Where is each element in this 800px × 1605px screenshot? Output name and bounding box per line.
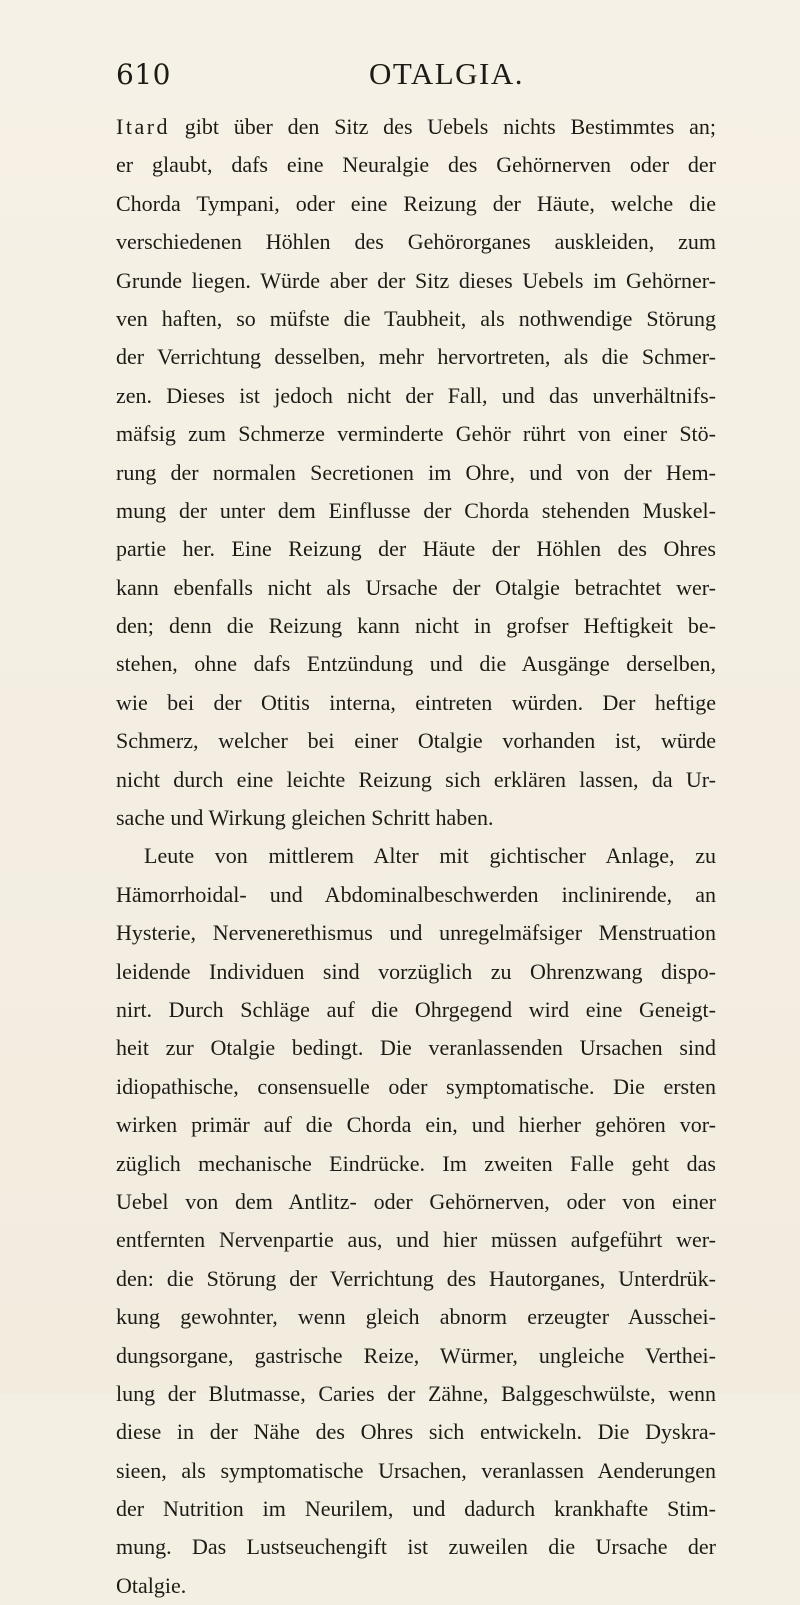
text-line: sieen, als symptomatische Ursachen, veranlassen Aenderungen [116, 1457, 716, 1483]
text-line: Otalgie. [116, 1572, 187, 1598]
text-line: nirt. Durch Schläge auf die Ohrgegend wird eine Geneigt- [116, 996, 716, 1022]
text-line: Itard gibt über den Sitz des Uebels nichts Bestimmtes an; [116, 114, 716, 139]
text-line: der Nutrition im Neurilem, und dadurch krankhafte Stim- [116, 1496, 716, 1522]
running-title: OTALGIA. [369, 56, 525, 91]
text-line: wirken primär auf die Chorda ein, und hierher gehören vor- [116, 1112, 716, 1138]
text-line: entfernten Nervenpartie aus, und hier müssen aufgeführt wer- [116, 1227, 716, 1253]
text-line: Grunde liegen. Würde aber der Sitz dieses Uebels im Gehörner- [116, 267, 716, 293]
text-line: verschiedenen Höhlen des Gehörorganes auskleiden, zum [116, 229, 716, 255]
text-line: Leute von mittlerem Alter mit gichtischer Anlage, zu [144, 843, 716, 869]
text-line: er glaubt, dafs eine Neuralgie des Gehörnerven oder der [116, 152, 716, 178]
text-line: den: die Störung der Verrichtung des Hautorganes, Unterdrük- [116, 1265, 716, 1291]
text-line: dungsorgane, gastrische Reize, Würmer, ungleiche Verthei- [116, 1342, 716, 1368]
text-line: ven haften, so müfste die Taubheit, als nothwendige Störung [116, 305, 716, 331]
text-line: Hämorrhoidal- und Abdominalbeschwerden inclinirende, an [116, 881, 716, 907]
body-text [116, 108, 716, 1605]
text-line: Hysterie, Nervenerethismus und unregelmäfsiger Menstruation [116, 920, 716, 946]
text-line: lung der Blutmasse, Caries der Zähne, Balggeschwülste, wenn [116, 1380, 716, 1406]
text-line: leidende Individuen sind vorzüglich zu Ohrenzwang dispo- [116, 958, 716, 984]
text-line: kung gewohnter, wenn gleich abnorm erzeugter Ausschei- [116, 1304, 716, 1330]
text-line: kann ebenfalls nicht als Ursache der Otalgie betrachtet wer- [116, 574, 716, 600]
text-line: Schmerz, welcher bei einer Otalgie vorhanden ist, würde [116, 728, 716, 754]
text-line: mung der unter dem Einflusse der Chorda stehenden Muskel- [116, 497, 716, 523]
text-line: mung. Das Lustseuchengift ist zuweilen die Ursache der [116, 1534, 716, 1560]
text-line: den; denn die Reizung kann nicht in grofser Heftigkeit be- [116, 613, 716, 639]
text-line: der Verrichtung desselben, mehr hervortreten, als die Schmer- [116, 344, 716, 370]
text-line: züglich mechanische Eindrücke. Im zweiten Falle geht das [116, 1150, 716, 1176]
text-line: Uebel von dem Antlitz- oder Gehörnerven, oder von einer [116, 1188, 716, 1214]
text-line: diese in der Nähe des Ohres sich entwickeln. Die Dyskra- [116, 1419, 716, 1445]
text-line: sache und Wirkung gleichen Schritt haben. [116, 805, 494, 831]
text-line: partie her. Eine Reizung der Häute der Höhlen des Ohres [116, 536, 716, 562]
text-line: wie bei der Otitis interna, eintreten würden. Der heftige [116, 689, 716, 715]
text-line: heit zur Otalgie bedingt. Die veranlassenden Ursachen sind [116, 1035, 716, 1061]
text-line: Chorda Tympani, oder eine Reizung der Häute, welche die [116, 190, 716, 216]
text-line: nicht durch eine leichte Reizung sich erklären lassen, da Ur- [116, 766, 716, 792]
text-line: stehen, ohne dafs Entzündung und die Ausgänge derselben, [116, 651, 716, 677]
text-line: zen. Dieses ist jedoch nicht der Fall, und das unverhältnifs- [116, 382, 716, 408]
page-header [116, 52, 716, 96]
text-line: idiopathische, consensuelle oder symptomatische. Die ersten [116, 1073, 716, 1099]
text-line: mäfsig zum Schmerze verminderte Gehör rührt von einer Stö- [116, 421, 716, 447]
text-line: rung der normalen Secretionen im Ohre, und von der Hem- [116, 459, 716, 485]
author-name: Itard [116, 114, 171, 139]
page-number: 610 [116, 58, 171, 91]
